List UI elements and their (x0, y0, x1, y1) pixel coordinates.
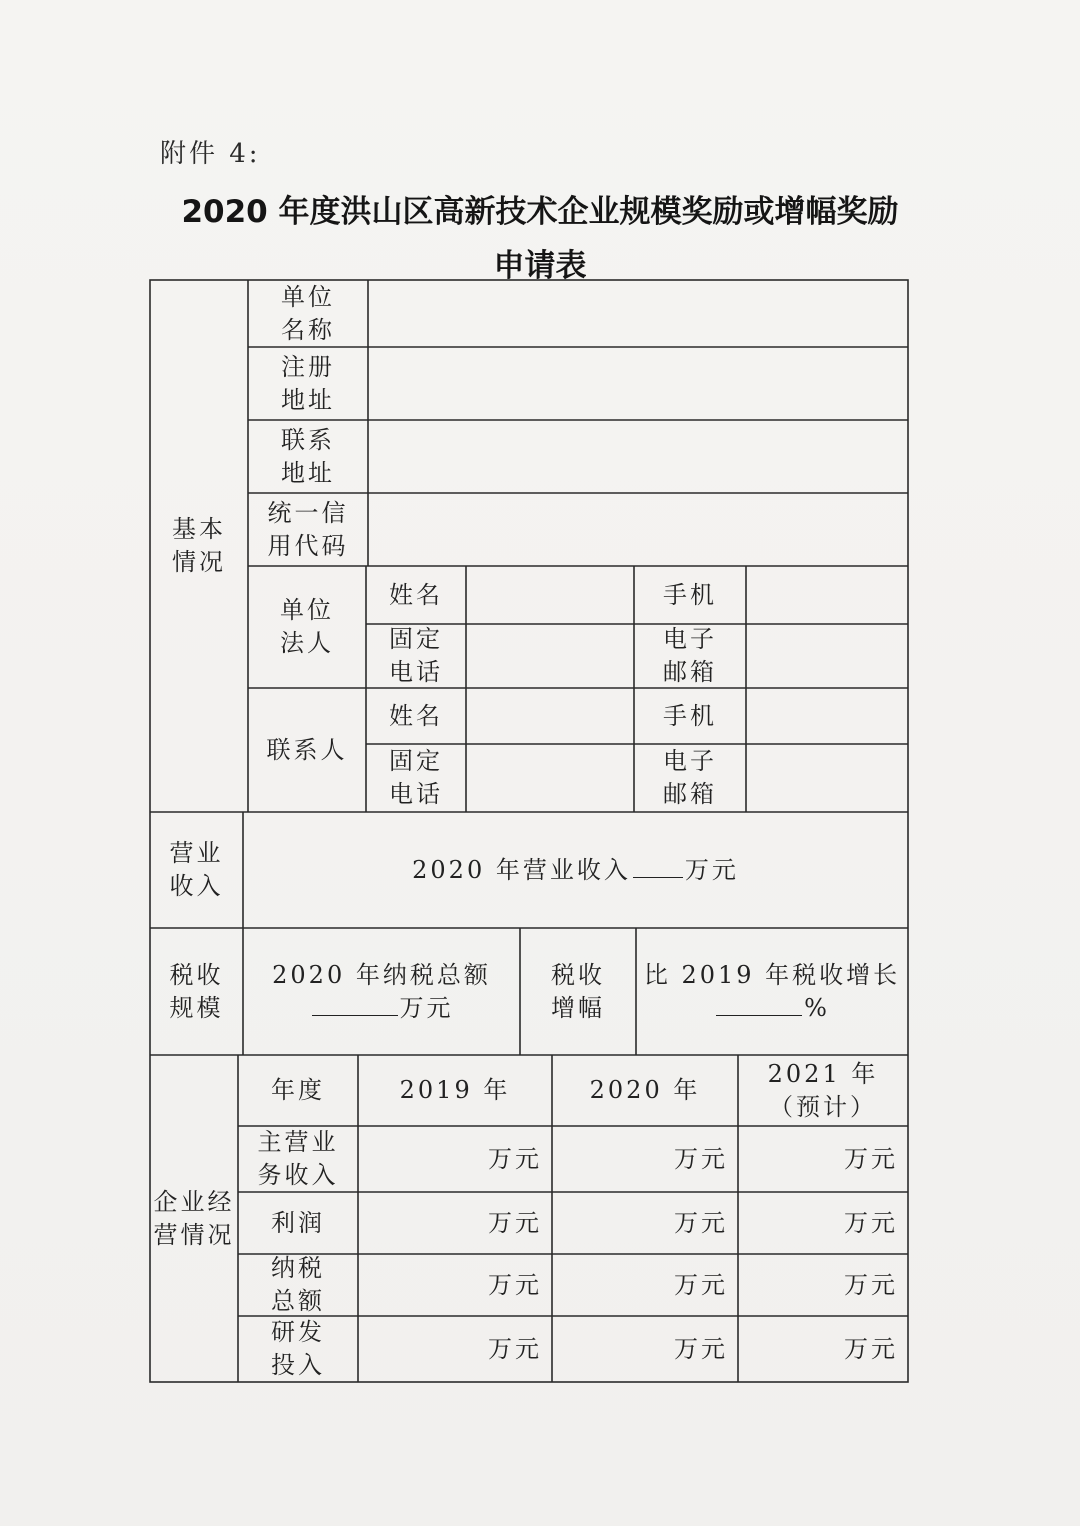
legal-landline-label: 固定 电话 (389, 625, 443, 686)
revenue-section-label: 营业 收入 (169, 839, 224, 900)
legal-email-field[interactable] (746, 624, 908, 688)
table-cell[interactable]: 万元 (674, 1144, 728, 1173)
tax-growth-blank[interactable] (716, 1014, 802, 1016)
legal-person-label: 单位 法人 (280, 596, 334, 657)
contact-landline-field[interactable] (466, 744, 634, 812)
col-2021-header: 2021 年 （预计） (767, 1059, 879, 1121)
contact-landline-label: 固定 电话 (389, 747, 443, 808)
attachment-label: 附件 4: (160, 139, 261, 169)
row-label-tax: 纳税 总额 (271, 1254, 325, 1315)
legal-name-field[interactable] (466, 566, 634, 624)
legal-mobile-field[interactable] (746, 566, 908, 624)
revenue-unit: 万元 (684, 855, 739, 884)
tax-total-text: 2020 年纳税总额 (272, 960, 491, 989)
table-cell[interactable]: 万元 (488, 1334, 542, 1363)
contact-address-field[interactable] (368, 420, 908, 493)
revenue-blank[interactable] (633, 876, 683, 878)
form-subtitle: 申请表 (493, 248, 587, 284)
legal-name-label: 姓名 (389, 580, 443, 609)
legal-email-label: 电子 邮箱 (663, 625, 717, 686)
tax-section-label: 税收 规模 (169, 960, 224, 1022)
reg-address-label: 注册 地址 (281, 352, 335, 414)
row-label-revenue: 主营业 务收入 (257, 1128, 339, 1189)
tax-growth-label: 税收 增幅 (551, 960, 605, 1022)
table-cell[interactable]: 万元 (488, 1270, 542, 1299)
tax-growth-unit: % (804, 993, 830, 1022)
row-label-profit: 利润 (271, 1208, 325, 1237)
table-cell[interactable]: 万元 (844, 1144, 898, 1173)
contact-email-label: 电子 邮箱 (663, 747, 717, 808)
revenue-text: 2020 年营业收入 (412, 855, 631, 884)
contact-person-label: 联系人 (266, 735, 348, 764)
row-label-rd: 研发 投入 (271, 1318, 325, 1379)
tax-growth-field[interactable] (636, 928, 908, 1055)
form-title: 2020 年度洪山区高新技术企业规模奖励或增幅奖励 (181, 194, 899, 230)
table-cell[interactable]: 万元 (844, 1208, 898, 1237)
reg-address-field[interactable] (368, 347, 908, 420)
table-cell[interactable]: 万元 (488, 1208, 542, 1237)
table-cell[interactable]: 万元 (674, 1208, 728, 1237)
table-cell[interactable]: 万元 (674, 1334, 728, 1363)
contact-address-label: 联系 地址 (281, 425, 335, 487)
credit-code-label: 统一信 用代码 (267, 498, 349, 560)
tax-total-blank[interactable] (312, 1014, 398, 1016)
year-header: 年度 (271, 1076, 325, 1104)
operations-section-label: 企业经 营情况 (153, 1187, 235, 1249)
col-2019-header: 2019 年 (399, 1076, 511, 1104)
contact-name-label: 姓名 (389, 701, 443, 730)
table-cell[interactable]: 万元 (674, 1270, 728, 1299)
unit-name-label: 单位 名称 (281, 282, 335, 344)
col-2020-header: 2020 年 (589, 1076, 701, 1104)
tax-total-field[interactable] (243, 928, 520, 1055)
table-cell[interactable]: 万元 (488, 1144, 542, 1173)
contact-email-field[interactable] (746, 744, 908, 812)
legal-mobile-label: 手机 (663, 580, 717, 609)
basic-section-label: 基本 情况 (172, 515, 226, 576)
contact-mobile-field[interactable] (746, 688, 908, 744)
table-cell[interactable]: 万元 (844, 1270, 898, 1299)
credit-code-field[interactable] (368, 493, 908, 566)
unit-name-field[interactable] (368, 280, 908, 347)
revenue-field[interactable] (243, 812, 908, 928)
table-cell[interactable]: 万元 (844, 1334, 898, 1363)
tax-total-unit: 万元 (399, 993, 454, 1022)
tax-growth-text: 比 2019 年税收增长 (643, 960, 901, 989)
legal-landline-field[interactable] (466, 624, 634, 688)
contact-name-field[interactable] (466, 688, 634, 744)
contact-mobile-label: 手机 (663, 701, 717, 730)
